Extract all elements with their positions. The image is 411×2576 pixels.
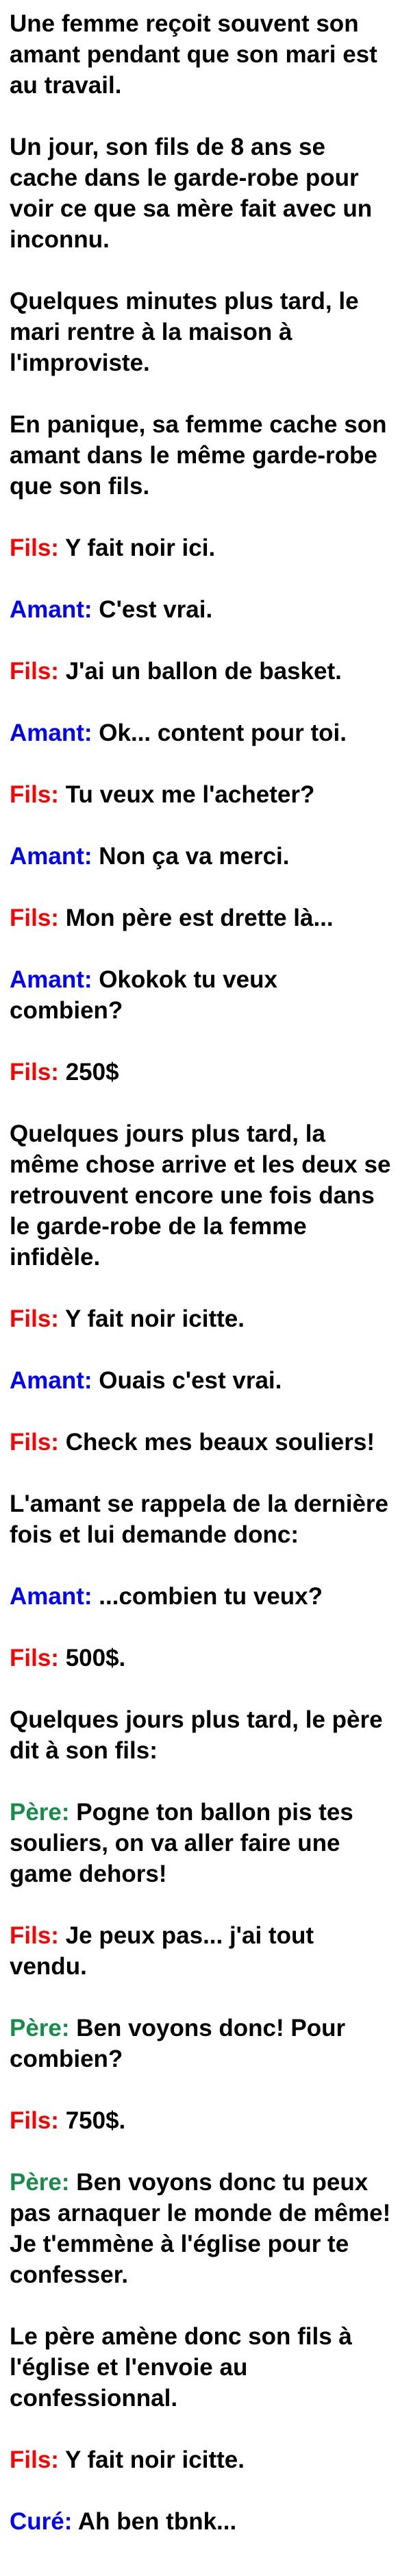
dialogue-text: 250$ [65,1059,119,1085]
speaker-label: Fils: [10,658,59,685]
dialogue-text: J'ai un ballon de basket. [65,658,342,685]
speaker-label: Fils: [10,1645,59,1671]
speaker-label: Curé: [10,2508,73,2535]
dialogue-line [10,1581,394,1612]
speaker-label: Fils: [10,2107,59,2134]
dialogue-text: Y fait noir icitte. [65,2446,245,2473]
dialogue-line [10,2444,394,2475]
narration-paragraph: Quelques jours plus tard, le père dit à son fils: [10,1706,383,1764]
narration-paragraph: Une femme reçoit souvent son amant pendant que son mari est au travail. [10,10,377,99]
dialogue-text: Ben voyons donc tu peux pas arnaquer le monde de même! Je t'emmène à l'église pour te confesser. [10,2169,391,2288]
narration-paragraph: En panique, sa femme cache son amant dans le même garde-robe que son fils. [10,411,387,500]
dialogue-line [10,2506,394,2537]
narration-paragraph: L'amant se rappela de la dernière fois et lui demande donc: [10,1491,388,1548]
speaker-label: Amant: [10,596,92,623]
speaker-label: Fils: [10,1922,59,1949]
speaker-label: Père: [10,2169,70,2196]
joke-text-body [10,8,394,2537]
dialogue-line [10,656,394,687]
dialogue-text: Check mes beaux souliers! [65,1429,375,1456]
dialogue-line [10,903,394,933]
dialogue-text: Y fait noir ici. [65,535,216,561]
dialogue-text: Tu veux me l'acheter? [65,781,315,808]
dialogue-line [10,779,394,810]
speaker-label: Fils: [10,1305,59,1332]
dialogue-line [10,964,394,1026]
dialogue-line [10,594,394,625]
dialogue-text: Ouais c'est vrai. [99,1367,282,1394]
dialogue-line [10,2013,394,2074]
speaker-label: Fils: [10,781,59,808]
dialogue-text: Y fait noir icitte. [65,1305,245,1332]
dialogue-text: Ok... content pour toi. [99,720,347,746]
dialogue-text: Okokok tu veux combien? [10,966,277,1024]
dialogue-text: 750$. [65,2107,126,2134]
speaker-label: Fils: [10,1429,59,1456]
speaker-label: Fils: [10,2446,59,2473]
dialogue-text: ...combien tu veux? [99,1583,323,1610]
narration-paragraph: Quelques minutes plus tard, le mari rentre à la maison à l'improviste. [10,288,359,376]
dialogue-line [10,1920,394,1982]
dialogue-line [10,1365,394,1396]
dialogue-line [10,2167,394,2290]
speaker-label: Fils: [10,535,59,561]
narration-paragraph: Quelques jours plus tard, la même chose arrive et les deux se retrouvent encore une fois dans le garde-robe de la femme infidèle. [10,1120,391,1271]
speaker-label: Fils: [10,905,59,931]
dialogue-line [10,1797,394,1889]
dialogue-line [10,2105,394,2136]
speaker-label: Père: [10,2015,70,2041]
dialogue-line [10,1303,394,1334]
dialogue-line [10,1427,394,1458]
dialogue-text: 500$. [65,1645,126,1671]
speaker-label: Amant: [10,720,92,746]
dialogue-text: C'est vrai. [99,596,213,623]
speaker-label: Amant: [10,966,92,993]
speaker-label: Fils: [10,1059,59,1085]
dialogue-line [10,841,394,872]
dialogue-text: Ah ben tbnk... [77,2508,237,2535]
dialogue-line [10,532,394,563]
narration-paragraph: Un jour, son fils de 8 ans se cache dans le garde-robe pour voir ce que sa mère fait avec un inconnu. [10,134,373,253]
speaker-label: Amant: [10,1583,92,1610]
dialogue-line [10,717,394,748]
speaker-label: Père: [10,1799,70,1826]
speaker-label: Amant: [10,1367,92,1394]
narration-paragraph: Le père amène donc son fils à l'église et l'envoie au confessionnal. [10,2323,352,2412]
dialogue-text: Mon père est drette là... [65,905,334,931]
dialogue-text: Pogne ton ballon pis tes souliers, on va aller faire une game dehors! [10,1799,353,1887]
dialogue-line [10,1057,394,1088]
dialogue-text: Ben voyons donc! Pour combien? [10,2015,346,2072]
speaker-label: Amant: [10,843,92,870]
dialogue-line [10,1643,394,1673]
dialogue-text: Non ça va merci. [99,843,290,870]
dialogue-text: Je peux pas... j'ai tout vendu. [10,1922,314,1980]
